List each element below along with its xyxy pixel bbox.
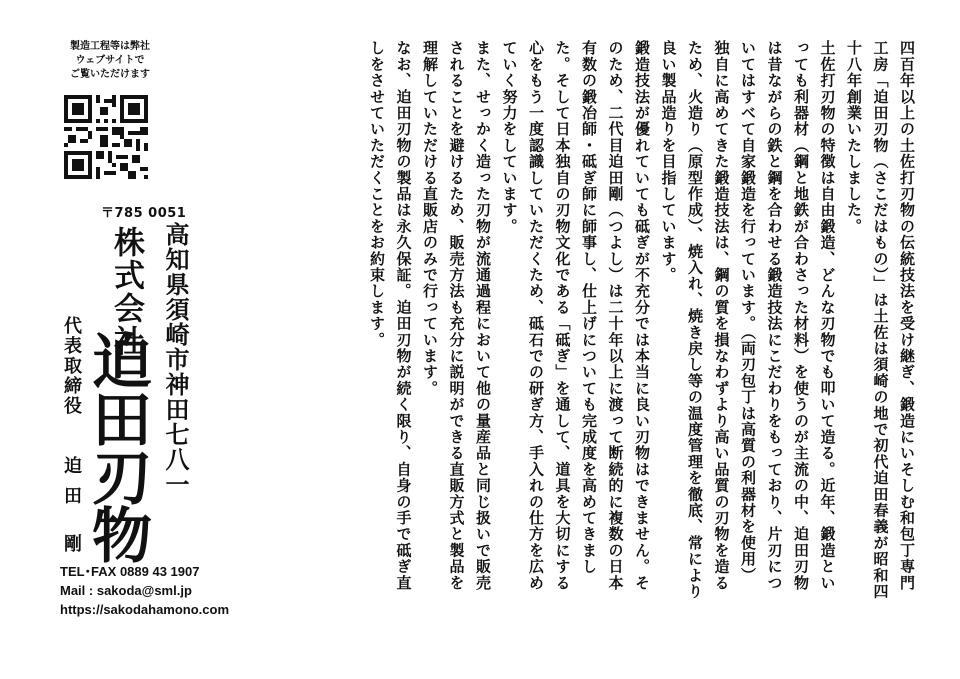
paragraph: なお、迫田刃物の製品は永久保証。迫田刃物が続く限り、自身の手で砥ぎ直しをさせていただくことをお約束します。 (368, 40, 413, 591)
contact-block (60, 562, 229, 619)
brand-logo-text: 迫田刃物 (82, 330, 152, 562)
website-link[interactable]: https://sakodahamono.com (60, 602, 230, 617)
tel-fax: TEL･FAX 0889 43 1907 (60, 564, 200, 579)
qr-code[interactable] (64, 95, 148, 179)
paragraph: 土佐打刃物の特徴は自由鍛造、どんな刃物でも叩いて造る。近年、鍛造といっても利器材（鋼と地鉄が合わさった材料）を使うのが主流の中、迫田刃物は昔ながらの鉄と鋼を合わせる鍛造技法にこだわりをもっており、片刃についてはすべて自家鍛造を行っています。（両刃包丁は高質の利器材を使用） (739, 40, 837, 591)
qr-caption (40, 40, 180, 82)
paragraph: また、せっかく造った刃物が流通過程において他の量産品と同じ扱いで販売されることを避けるため、販売方法も充分に説明ができる直販方式と製品を理解していただける直販店のみで行っています。 (421, 40, 492, 591)
paragraph: 四百年以上の土佐打刃物の伝統技法を受け継ぎ、鍛造にいそしむ和包丁専門工房「迫田刃物（さこだはもの）」は土佐は須崎の地で初代迫田春義が昭和四十八年創業いたしました。 (845, 40, 916, 600)
qr-caption-line: 製造工程等は弊社 (70, 41, 150, 52)
paragraph: 独自に高めてきた鍛造技法は、鋼の質を損なわずより高い品質の刃物を造るため、火造り（原型作成）、焼入れ、焼き戻し等の温度管理を徹底、常により良い製品造りを目指しています。 (659, 40, 731, 600)
company-address: 高知県須崎市神田七八一 (161, 222, 190, 497)
company-type: 株式会社 (108, 226, 144, 358)
company-description (364, 40, 921, 600)
qr-caption-line: ウェブサイトで (75, 55, 145, 66)
postal-code: 〒785 0051 (101, 206, 187, 221)
representative-title: 代表取締役 (61, 316, 82, 416)
representative-name: 迫田 剛 (61, 456, 82, 565)
paragraph: 鍛造技法が優れていても砥ぎが不充分では本当に良い刃物はできません。そのため、二代目迫田剛（つよし）は二十年以上に渡って断続的に複数の日本有数の鍛冶師・砥ぎ師に師事し、仕上げについても完成度を高めてきました。そして日本独自の刃物文化である「砥ぎ」を通して、道具を大切にする心をもう一度認識していただくため、砥石での研ぎ方、手入れの仕方を広めていく努力をしています。 (500, 40, 651, 591)
email-address[interactable]: Mail : sakoda@sml.jp (60, 583, 192, 598)
qr-caption-line: ご覧いただけます (70, 69, 150, 80)
